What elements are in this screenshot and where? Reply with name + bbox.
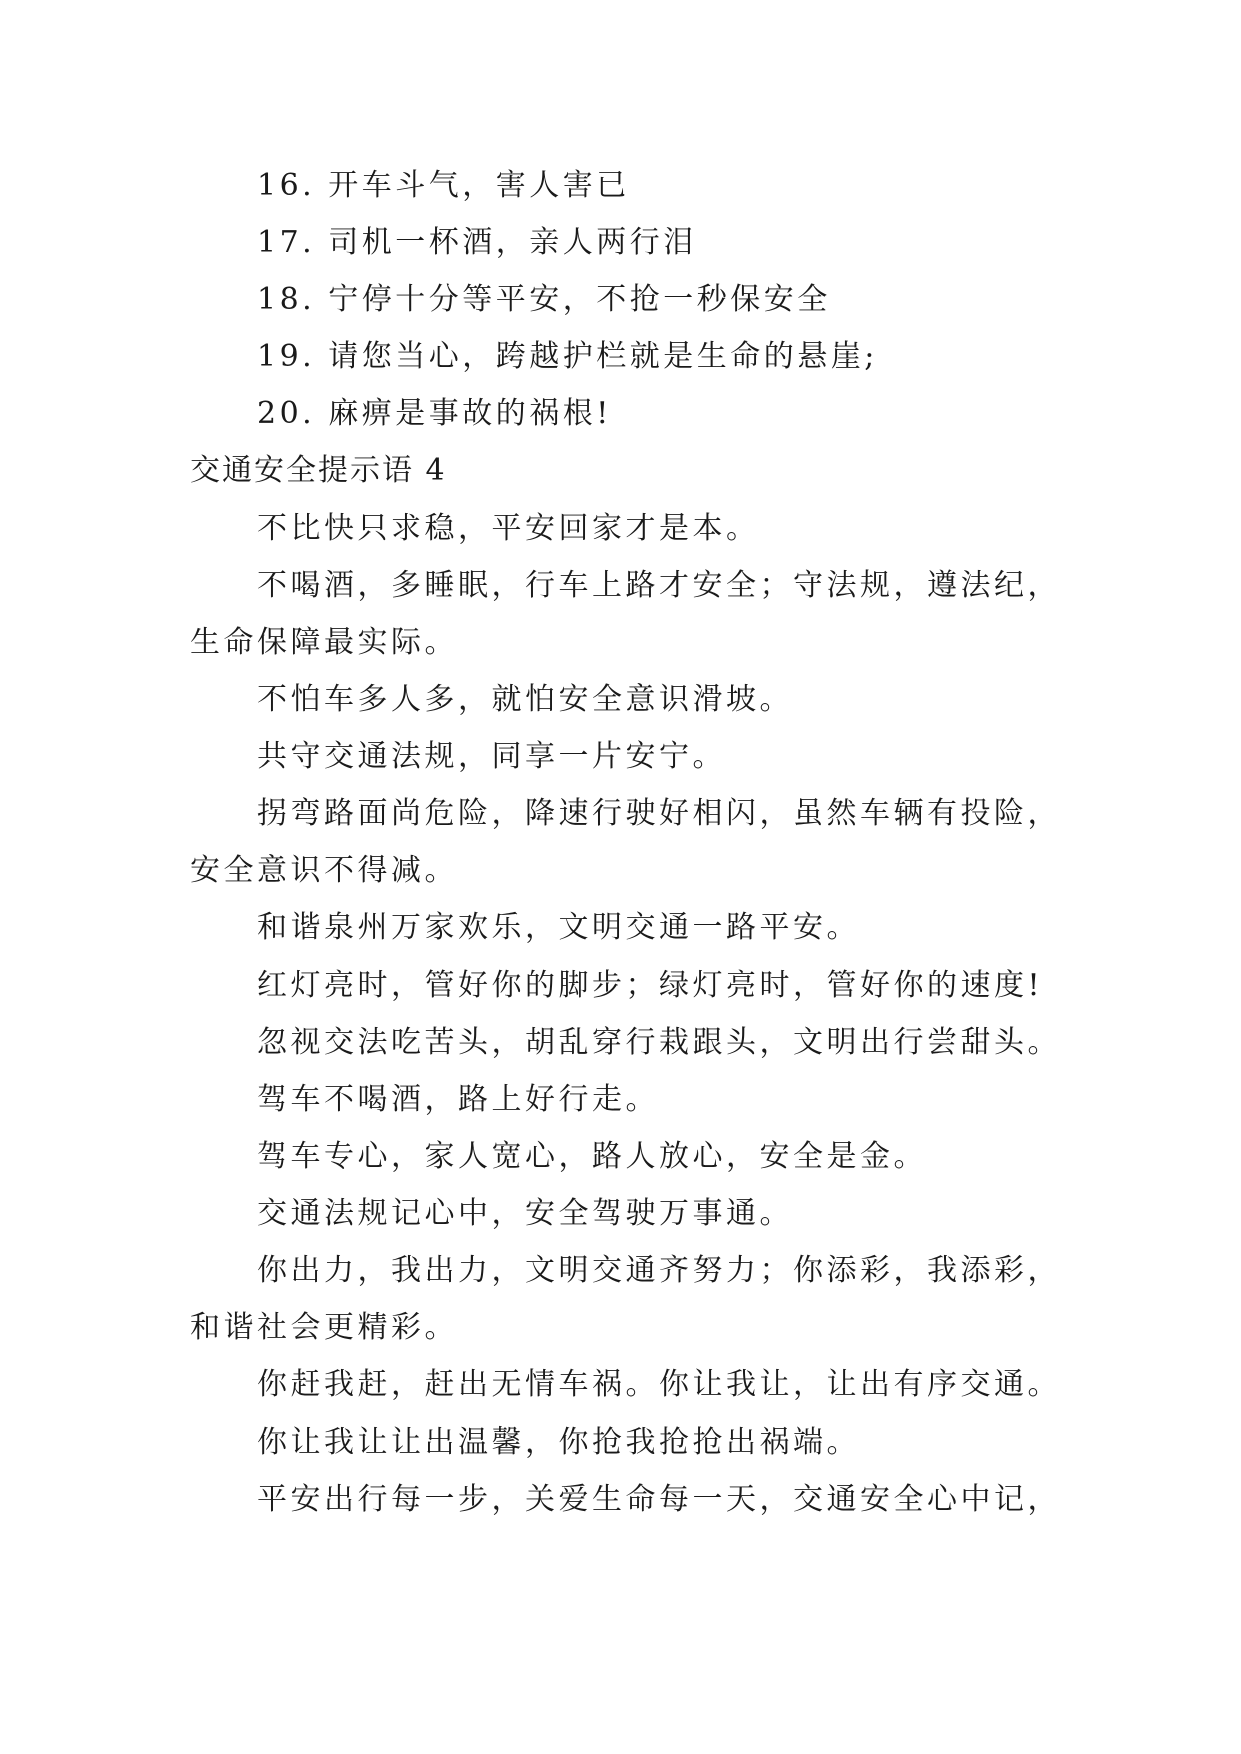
paragraph-line: 驾车专心，家人宽心，路人放心，安全是金。: [257, 1139, 927, 1174]
paragraph-line: 你出力，我出力，文明交通齐努力；你添彩，我添彩，: [257, 1253, 1061, 1288]
paragraph-line: 你让我让让出温馨，你抢我抢抢出祸端。: [257, 1425, 860, 1460]
list-item: 20. 麻痹是事故的祸根!: [257, 396, 612, 431]
paragraph-line: 红灯亮时，管好你的脚步；绿灯亮时，管好你的速度!: [257, 968, 1044, 1003]
paragraph-line: 生命保障最实际。: [190, 625, 458, 660]
paragraph-line: 拐弯路面尚危险，降速行驶好相闪，虽然车辆有投险，: [257, 796, 1061, 831]
list-item: 18. 宁停十分等平安，不抢一秒保安全: [257, 282, 831, 317]
list-item: 19. 请您当心，跨越护栏就是生命的悬崖;: [257, 339, 878, 374]
paragraph-line: 共守交通法规，同享一片安宁。: [257, 739, 726, 774]
list-item: 16. 开车斗气，害人害已: [257, 168, 630, 203]
paragraph-line: 和谐社会更精彩。: [190, 1310, 458, 1345]
paragraph-line: 不喝酒，多睡眠，行车上路才安全；守法规，遵法纪，: [257, 568, 1061, 603]
paragraph-line: 你赶我赶，赶出无情车祸。你让我让，让出有序交通。: [257, 1367, 1061, 1402]
paragraph-line: 忽视交法吃苦头，胡乱穿行栽跟头，文明出行尝甜头。: [257, 1025, 1061, 1060]
paragraph-line: 平安出行每一步，关爱生命每一天，交通安全心中记，: [257, 1482, 1061, 1517]
section-heading: 交通安全提示语 4: [190, 453, 447, 488]
paragraph-line: 驾车不喝酒，路上好行走。: [257, 1082, 659, 1117]
paragraph-line: 不怕车多人多，就怕安全意识滑坡。: [257, 682, 793, 717]
paragraph-line: 和谐泉州万家欢乐，文明交通一路平安。: [257, 910, 860, 945]
paragraph-line: 安全意识不得减。: [190, 853, 458, 888]
list-item: 17. 司机一杯酒，亲人两行泪: [257, 225, 697, 260]
paragraph-line: 交通法规记心中，安全驾驶万事通。: [257, 1196, 793, 1231]
paragraph-line: 不比快只求稳，平安回家才是本。: [257, 511, 760, 546]
